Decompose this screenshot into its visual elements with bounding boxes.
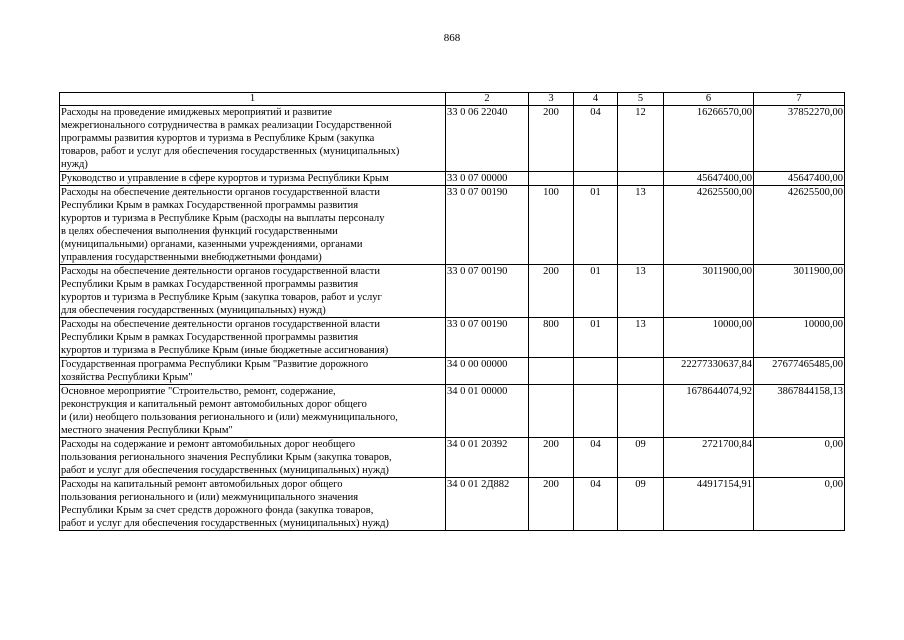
column-header: 6 [664,93,754,106]
expense-type [529,385,574,438]
section-code [574,385,618,438]
row-description: Расходы на обеспечение деятельности органов государственной власти Республики Крым в рамках Государственной программы развития курортов и туризма в Республике Крым (закупка товаров, работ и услуг для обеспечения государственных (муниципальных) нужд) [60,265,446,318]
section-code: 01 [574,318,618,358]
section-code: 01 [574,265,618,318]
row-description: Расходы на обеспечение деятельности органов государственной власти Республики Крым в рамках Государственной программы развития курортов и туризма в Республике Крым (расходы на выплаты персоналу в целях обеспечения выполнения функций государственными (муниципальными) органами, казенными учреждениями, органами управления государственными внебюджетными фондами) [60,186,446,265]
row-description: Расходы на проведение имиджевых мероприятий и развитие межрегионального сотрудничества в рамках реализации Государственной программы развития курортов и туризма в Республике Крым (закупка товаров, работ и услуг для обеспечения государственных (муниципальных) нужд) [60,106,446,172]
column-header-row [60,93,845,106]
row-description: Расходы на обеспечение деятельности органов государственной власти Республики Крым в рамках Государственной программы развития курортов и туризма в Республике Крым (иные бюджетные ассигнования) [60,318,446,358]
amount-year-2: 0,00 [754,438,845,478]
expense-type [529,172,574,186]
expense-type: 200 [529,265,574,318]
amount-year-2: 27677465485,00 [754,358,845,385]
table-row [60,172,845,186]
amount-year-2: 0,00 [754,478,845,531]
expense-type: 200 [529,106,574,172]
target-code: 34 0 01 2Д882 [446,478,529,531]
amount-year-1: 42625500,00 [664,186,754,265]
amount-year-1: 44917154,91 [664,478,754,531]
target-code: 33 0 07 00000 [446,172,529,186]
subsection-code: 12 [618,106,664,172]
row-description: Государственная программа Республики Крым "Развитие дорожного хозяйства Республики Крым" [60,358,446,385]
column-header: 3 [529,93,574,106]
row-description: Руководство и управление в сфере курортов и туризма Республики Крым [60,172,446,186]
amount-year-2: 42625500,00 [754,186,845,265]
section-code: 04 [574,438,618,478]
subsection-code: 13 [618,318,664,358]
subsection-code [618,172,664,186]
expense-type [529,358,574,385]
subsection-code: 13 [618,265,664,318]
row-description: Расходы на капитальный ремонт автомобильных дорог общего пользования регионального и (или) межмуниципального значения Республики Крым за счет средств дорожного фонда (закупка товаров, работ и услуг для обеспечения государственных (муниципальных) нужд) [60,478,446,531]
row-description: Основное мероприятие "Строительство, ремонт, содержание, реконструкция и капитальный ремонт автомобильных дорог общего и (или) необщего пользования регионального и (или) межмуниципального, местного значения Республики Крым" [60,385,446,438]
column-header: 2 [446,93,529,106]
amount-year-2: 37852270,00 [754,106,845,172]
expense-type: 100 [529,186,574,265]
target-code: 33 0 07 00190 [446,186,529,265]
column-header: 1 [60,93,446,106]
section-code: 04 [574,478,618,531]
amount-year-1: 22277330637,84 [664,358,754,385]
subsection-code [618,385,664,438]
subsection-code: 09 [618,478,664,531]
table-row [60,438,845,478]
table-row [60,385,845,438]
page-number: 868 [443,32,461,44]
table-row [60,318,845,358]
target-code: 33 0 06 22040 [446,106,529,172]
amount-year-1: 3011900,00 [664,265,754,318]
amount-year-1: 2721700,84 [664,438,754,478]
table-row [60,478,845,531]
column-header: 7 [754,93,845,106]
table-row [60,358,845,385]
subsection-code: 13 [618,186,664,265]
section-code [574,172,618,186]
expense-type: 200 [529,438,574,478]
table-row [60,265,845,318]
target-code: 34 0 00 00000 [446,358,529,385]
table-row [60,106,845,172]
column-header: 5 [618,93,664,106]
column-header: 4 [574,93,618,106]
expense-type: 800 [529,318,574,358]
section-code: 01 [574,186,618,265]
amount-year-1: 1678644074,92 [664,385,754,438]
expense-type: 200 [529,478,574,531]
section-code: 04 [574,106,618,172]
row-description: Расходы на содержание и ремонт автомобильных дорог необщего пользования регионального значения Республики Крым (закупка товаров, работ и услуг для обеспечения государственных (муниципальных) нужд) [60,438,446,478]
target-code: 34 0 01 00000 [446,385,529,438]
amount-year-1: 10000,00 [664,318,754,358]
amount-year-1: 16266570,00 [664,106,754,172]
target-code: 34 0 01 20392 [446,438,529,478]
subsection-code [618,358,664,385]
budget-table [59,92,845,531]
amount-year-2: 10000,00 [754,318,845,358]
target-code: 33 0 07 00190 [446,265,529,318]
amount-year-2: 3867844158,13 [754,385,845,438]
section-code [574,358,618,385]
subsection-code: 09 [618,438,664,478]
amount-year-1: 45647400,00 [664,172,754,186]
amount-year-2: 3011900,00 [754,265,845,318]
amount-year-2: 45647400,00 [754,172,845,186]
target-code: 33 0 07 00190 [446,318,529,358]
table-row [60,186,845,265]
